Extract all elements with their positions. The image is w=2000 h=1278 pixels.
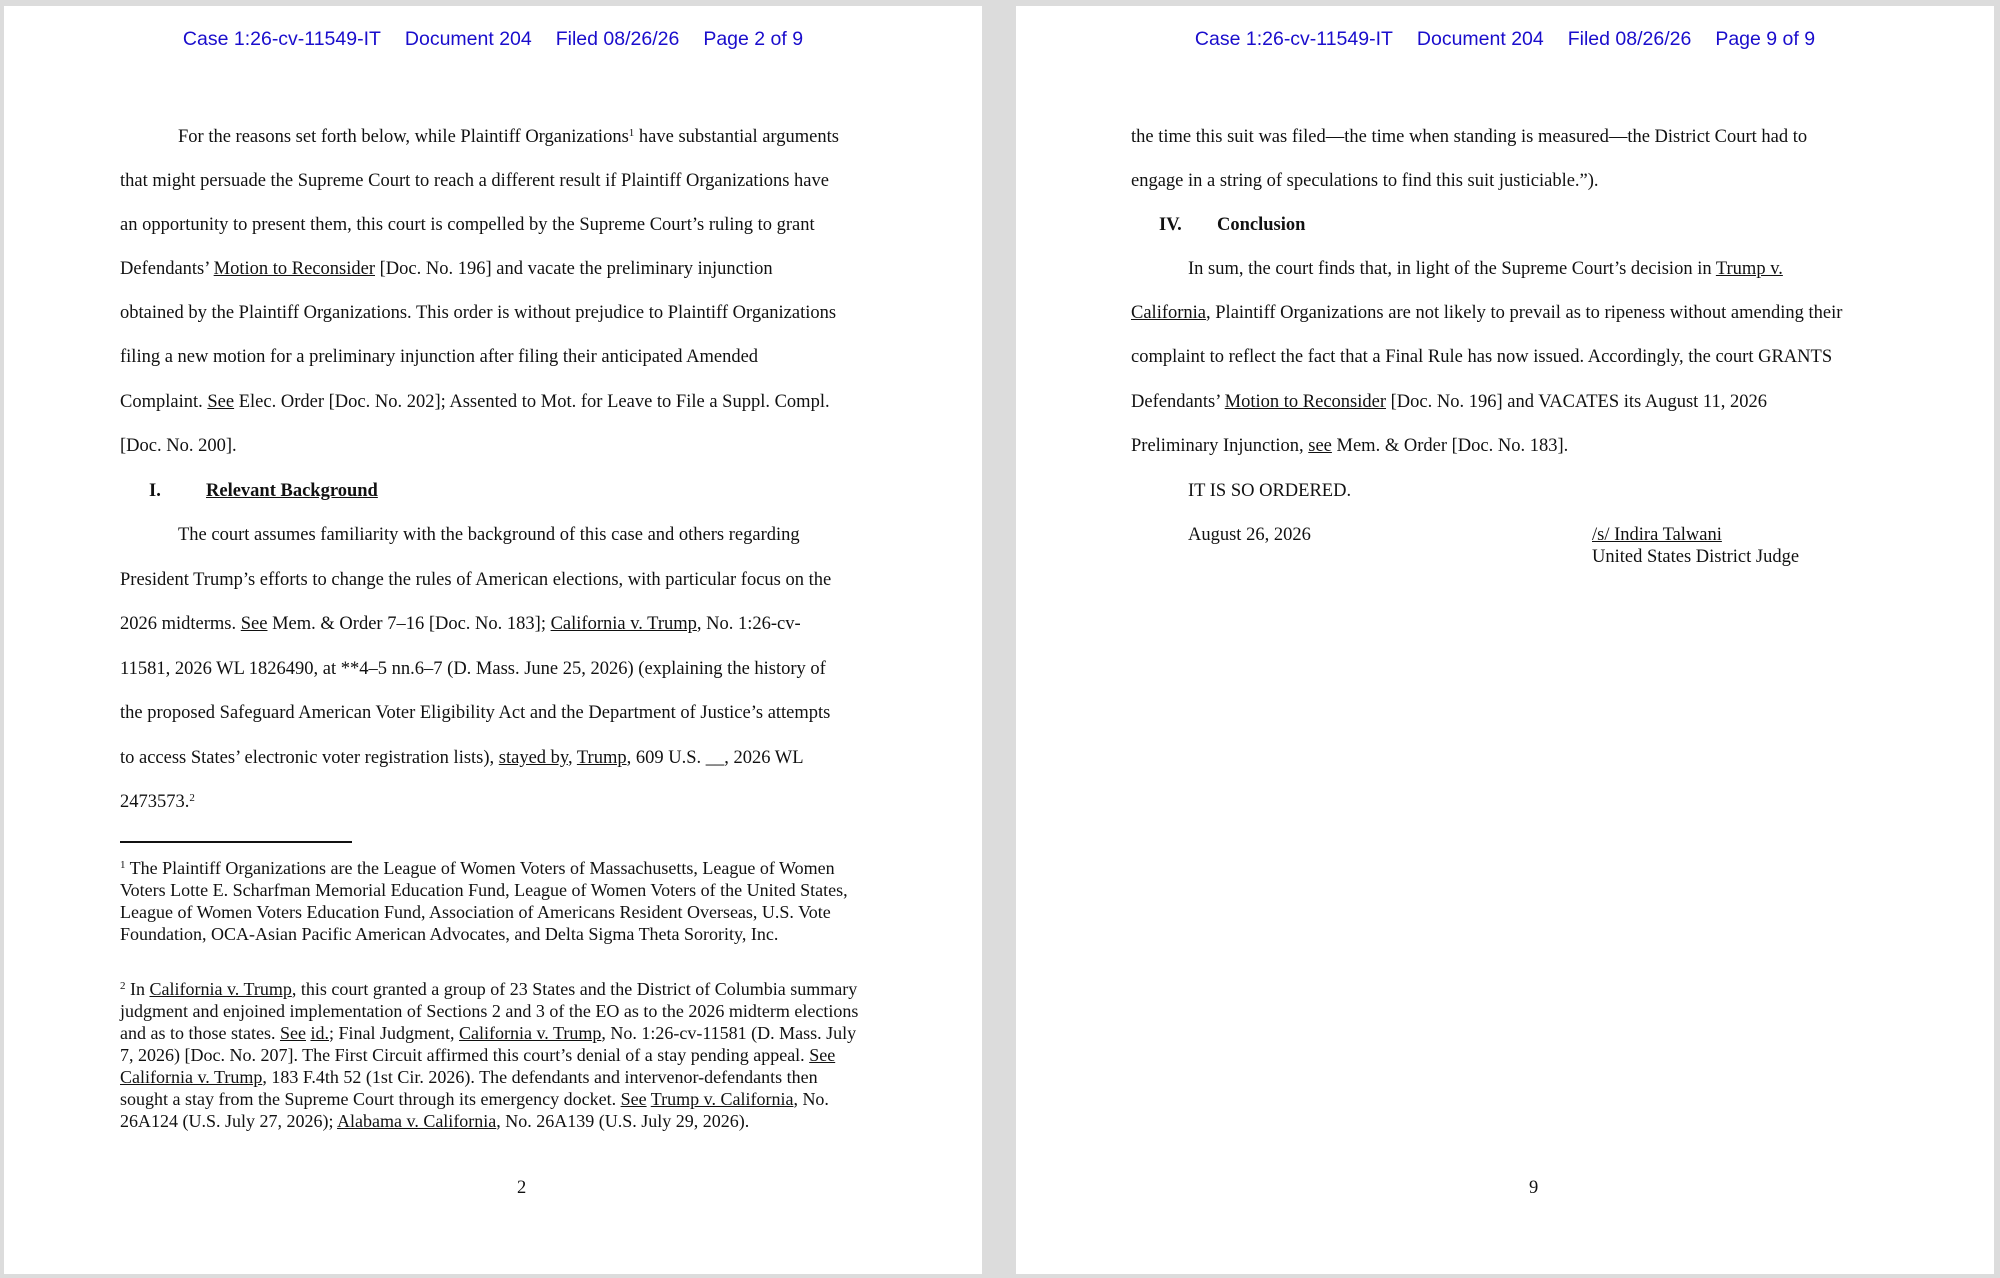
body-line: to access States’ electronic voter registration lists), stayed by, Trump, 609 U.S. __, 2026 WL [120,748,804,768]
body-line: the proposed Safeguard American Voter Eligibility Act and the Department of Justice’s attempts [120,703,831,723]
body-line: President Trump’s efforts to change the rules of American elections, with particular focus on the [120,570,832,590]
body-line: obtained by the Plaintiff Organizations. This order is without prejudice to Plaintiff Organizations [120,303,837,323]
page-number: 9 [1529,1178,1539,1198]
document-page-9 [1016,6,1994,1274]
signature-date: August 26, 2026 [1188,525,1311,545]
section-heading: Relevant Background [206,481,378,501]
body-line: an opportunity to present them, this court is compelled by the Supreme Court’s ruling to grant [120,215,815,235]
case-number: Case 1:26-cv-11549-IT [1194,28,1393,50]
body-line: Complaint. See Elec. Order [Doc. No. 202]; Assented to Mot. for Leave to File a Suppl. Compl. [120,392,830,412]
body-line: filing a new motion for a preliminary injunction after filing their anticipated Amended [120,347,759,367]
body-line: Defendants’ Motion to Reconsider [Doc. No. 196] and vacate the preliminary injunction [120,259,773,279]
body-line: Defendants’ Motion to Reconsider [Doc. No. 196] and VACATES its August 11, 2026 [1131,392,1767,412]
page-header [4,28,982,51]
footnote-ref: 1 [628,127,635,139]
body-line: California, Plaintiff Organizations are not likely to prevail as to ripeness without amending their [1131,303,1843,323]
body-line: 11581, 2026 WL 1826490, at **4–5 nn.6–7 (D. Mass. June 25, 2026) (explaining the history of [120,659,826,679]
judge-title: United States District Judge [1592,547,1800,567]
body-line: 2473573.$^2$ [120,792,195,812]
footnote-divider [120,841,352,843]
judge-signature: /s/ Indira Talwani [1592,525,1722,545]
body-line: Preliminary Injunction, see Mem. & Order [Doc. No. 183]. [1131,436,1569,456]
body-line: [Doc. No. 200]. [120,436,237,456]
order-statement: IT IS SO ORDERED. [1188,481,1352,501]
case-citation: Motion to Reconsider [213,259,375,279]
section-number: IV. [1159,215,1182,235]
section-number: I. [149,481,161,501]
footnote-1: $^1$ The Plaintiff Organizations are the League of Women Voters of Massachusetts, League of Women Voters Lotte E. Scharfman Memorial Education Fund, League of Women Voters of the United States, League of Women Voters Education Fund, Association of Americans Resident Overseas, U.S. Vote Foundation, OCA-Asian Pacific American Advocates, and Delta Sigma Theta Sorority, Inc. [120,858,848,944]
document-page-2 [4,6,982,1274]
body-line: complaint to reflect the fact that a Final Rule has now issued. Accordingly, the court GRANTS [1131,347,1833,367]
body-line: engage in a string of speculations to find this suit justiciable.”). [1131,171,1599,191]
body-line: the time this suit was filed—the time when standing is measured—the District Court had to [1131,127,1808,147]
body-line: The court assumes familiarity with the background of this case and others regarding [178,525,800,545]
page-count: Page 2 of 9 [703,28,804,50]
body-line: For the reasons set forth below, while Plaintiff Organizations$^1$ have substantial arguments [178,127,839,147]
document-number: Document 204 [404,28,532,50]
filed-date: Filed 08/26/26 [555,28,680,50]
footnote-2: $^2$ In California v. Trump, this court granted a group of 23 States and the District of Columbia summary judgment and enjoined implementation of Sections 2 and 3 of the EO as to the 2026 midterm elections and as to those states. See id.; Final Judgment, California v. Trump, No. 1:26-cv-11581 (D. Mass. July 7, 2026) [Doc. No. 207]. The First Circuit affirmed this court’s denial of a stay pending appeal. See California v. Trump, 183 F.4th 52 (1st Cir. 2026). The defendants and intervenor-defendants then sought a stay from the Supreme Court through its emergency docket. See Trump v. California, No. 26A124 (U.S. July 27, 2026); Alabama v. California, No. 26A139 (U.S. July 29, 2026). [120,979,859,1131]
section-heading: Conclusion [1217,215,1306,235]
footnote-ref: 2 [189,792,195,804]
page-number: 2 [517,1178,527,1198]
body-line: 2026 midterms. See Mem. & Order 7–16 [Doc. No. 183]; California v. Trump, No. 1:26-cv- [120,614,801,634]
case-number: Case 1:26-cv-11549-IT [182,28,381,50]
page-count: Page 9 of 9 [1715,28,1816,50]
page-header [1016,28,1994,51]
document-number: Document 204 [1416,28,1544,50]
body-line: In sum, the court finds that, in light of the Supreme Court’s decision in Trump v. [1188,259,1783,279]
body-line: that might persuade the Supreme Court to reach a different result if Plaintiff Organizations have [120,171,829,191]
filed-date: Filed 08/26/26 [1567,28,1692,50]
